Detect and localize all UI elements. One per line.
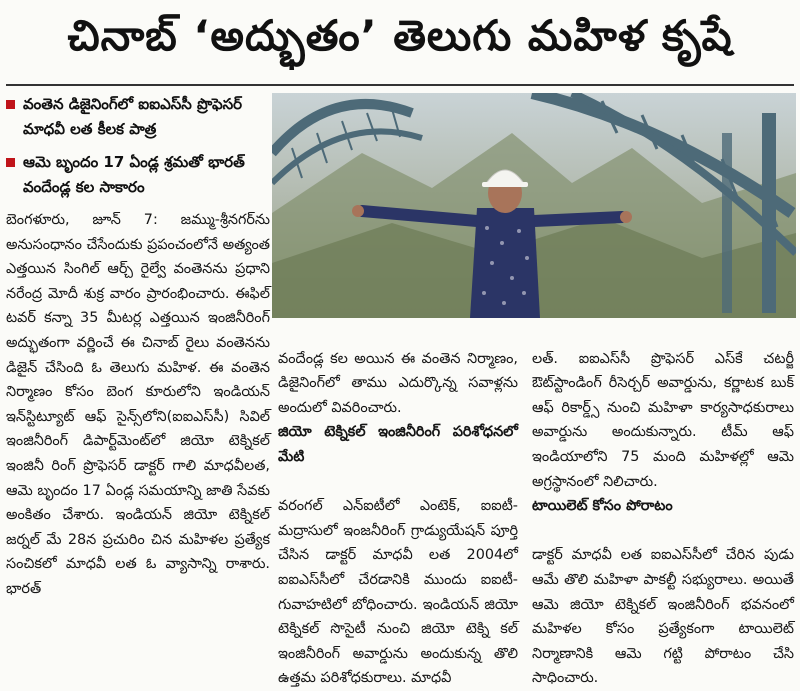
headline: చినాబ్ ‘అద్భుతం’ తెలుగు మహిళ కృషే xyxy=(67,11,733,60)
article-column-2 xyxy=(278,322,518,691)
bullet-icon xyxy=(6,100,15,109)
paragraph: వందేండ్ల కల అయిన ఈ వంతెన నిర్మాణం, డిజైనింగ్‌లో తాము ఎదుర్కొన్న సవాళ్లను అందులో వివరించారు. xyxy=(278,350,518,416)
paragraph: డాక్టర్ మాధవీ లత ఐఐఎస్‌సీలో చేరిన పుడు ఆమే తొలి మహిళా పాకల్టీ సభ్యురాలు. అయితే ఆమె జియో టెక్నికల్ ఇంజినీరింగ్ భవనంలో మహిళల కోసం ప్రత్యేకంగా టాయిలెట్ నిర్మాణానికి ఆమె గట్టి పోరాటం చేసి సాధించారు. xyxy=(532,547,794,687)
headline-rule xyxy=(6,84,794,86)
section-heading: టాయిలెట్ కోసం పోరాటం xyxy=(532,498,673,515)
paragraph: లత్. ఐఐఎస్‌సీ ప్రొఫెసర్ ఎస్‌కే చటర్జీ ఔట్‌స్టాండింగ్ రీసెర్చర్ అవార్డును, కర్ణాటక బుక్ ఆఫ్ రికార్డ్స్ నుంచి మహిళా కార్యసాధకురాలు అవార్డును అందుకున్నారు. టీమ్ ఆఫ్ ఇండియాలోని 75 మంది మహిళల్లో ఆమె అగ్రస్థానంలో నిలిచారు. xyxy=(532,350,794,490)
subhead-1 xyxy=(6,92,270,142)
bridge-photo xyxy=(272,93,796,318)
paragraph: వరంగల్ ఎన్ఐటీలో ఎంటెక్, ఐఐటీ-మద్రాసులో ఇంజనీరింగ్ గ్రాడ్యుయేషన్ పూర్తి చేసిన డాక్టర్ మాధవీ లత 2004లో ఐఐఎస్‌సీలో చేరడానికి ముందు ఐఐటీ-గువాహటిలో బోధించారు. ఇండియన్ జియో టెక్నికల్ సొసైటీ నుంచి జియో టెక్ని కల్ ఇంజినీరింగ్ అవార్డును అందుకున్న తొలి ఉత్తమ పరిశోధకురాలు. మాధవీ xyxy=(278,498,518,687)
section-heading: జియో టెక్నికల్ ఇంజినీరింగ్ పరిశోధనలో మేటి xyxy=(278,424,518,465)
subhead-text: ఆమె బృందం 17 ఏండ్ల శ్రమతో భారత్ వందేండ్ల కల సాకారం xyxy=(23,153,245,196)
subhead-text: వంతెన డిజైనింగ్‌లో ఐఐఎస్‌సీ ప్రొఫెసర్ మాధవీ లత కీలక పాత్ర xyxy=(23,95,243,138)
article-column-1: బెంగళూరు, జూన్ 7: జమ్ము-శ్రీనగర్‌ను అనుసంధానం చేసేందుకు ప్రపంచంలోనే అత్యంత ఎత్తయిన సింగిల్ ఆర్చ్ రైల్వే వంతెనను ప్రధాని నరేంద్ర మోదీ శుక్ర వారం ప్రారంభించారు. ఈఫిల్ టవర్ కన్నా 35 మీటర్ల ఎత్తయిన ఇంజినీరింగ్ అద్భుతంగా వర్ణించే ఈ చినాబ్ రైలు వంతెనను డిజైన్ చేసింది ఓ తెలుగు మహిళ. ఈ వంతెన నిర్మాణం కోసం బెంగ కూరులోని ఇండియన్ ఇన్‌స్టిట్యూట్ ఆఫ్ సైన్స్‌లోని(ఐఐఎస్‌సీ) సివిల్ ఇంజినీరింగ్ డిపార్ట్‌మెంట్‌లో జియో టెక్నికల్ ఇంజినీ రింగ్ ప్రొఫెసర్ డాక్టర్ గాలి మాధవీలత, ఆమె బృందం 17 ఏండ్ల సమయాన్ని జాతి సేవకు అంకితం చేశారు. ఇండియన్ జియో టెక్నికల్ జర్నల్ మే 28న ప్రచురిం చిన మహిళల ప్రత్యేక సంచికలో మాధవీ లత ఓ వ్యాసాన్ని రాశారు. భారత్ xyxy=(6,212,270,597)
subheads xyxy=(6,92,270,208)
subhead-2 xyxy=(6,150,270,200)
article-column-3 xyxy=(532,322,794,691)
bullet-icon xyxy=(6,158,15,167)
